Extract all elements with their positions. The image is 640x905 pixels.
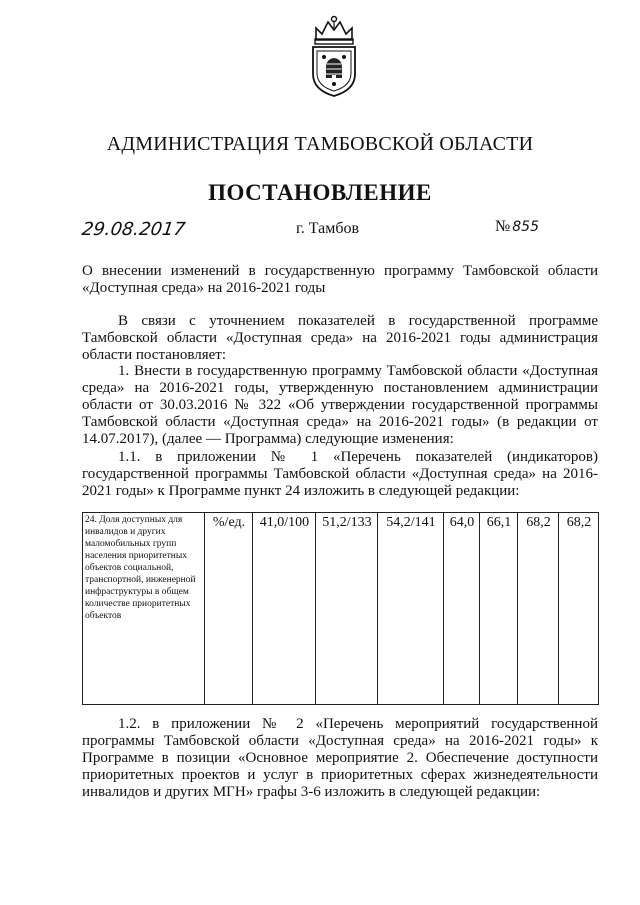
document-number — [495, 218, 539, 236]
document-date: 29.08.2017 — [80, 219, 187, 240]
item-1-1-paragraph: 1.1. в приложении № 1 «Перечень показателей (индикаторов) государственной программы Тамбовской области «Доступная среда» на 2016-2021 годы» к Программе пункт 24 изложить в следующей редакции: — [82, 449, 598, 499]
indicator-value-cell: 41,0/100 — [253, 513, 316, 705]
indicator-table — [82, 512, 599, 705]
indicator-value-cell: 51,2/133 — [316, 513, 378, 705]
number-value: 855 — [512, 219, 539, 235]
indicator-value-cell: 68,2 — [559, 513, 599, 705]
table-row — [83, 513, 599, 705]
indicator-value-cell: 54,2/141 — [378, 513, 444, 705]
indicator-value-cell: 68,2 — [518, 513, 559, 705]
indicator-value-cell: 64,0 — [444, 513, 480, 705]
tambov-coat-of-arms-icon — [302, 12, 366, 100]
number-prefix: № — [495, 218, 511, 235]
item-1-2-paragraph: 1.2. в приложении № 2 «Перечень мероприятий государственной программы Тамбовской области «Доступная среда» на 2016-2021 годы» к Программе в позиции «Основное мероприятие 2. Обеспечение доступности приоритетных проектов и услуг в приоритетных сферах жизнедеятельности инвалидов и других МГН» графы 3-6 изложить в следующей редакции: — [82, 716, 598, 800]
preamble-paragraph: В связи с уточнением показателей в государственной программе Тамбовской области «Доступная среда» на 2016-2021 годы администрация области постановляет: — [82, 313, 598, 363]
document-subject: О внесении изменений в государственную программу Тамбовской области «Доступная среда» на 2016-2021 годы — [82, 263, 598, 296]
document-city: г. Тамбов — [296, 220, 360, 237]
document-type-title: ПОСТАНОВЛЕНИЕ — [208, 180, 432, 205]
organization-name: АДМИНИСТРАЦИЯ ТАМБОВСКОЙ ОБЛАСТИ — [106, 133, 534, 155]
indicator-unit-cell: %/ед. — [205, 513, 253, 705]
item-1-paragraph: 1. Внести в государственную программу Тамбовской области «Доступная среда» на 2016-2021 годы, утвержденную постановлением администрации области от 30.03.2016 № 322 «Об утверждении государственной программы Тамбовской области «Доступная среда» на 2016-2021 годы» (в редакции от 14.07.2017), (далее — Программа) следующие изменения: — [82, 363, 598, 447]
indicator-value-cell: 66,1 — [480, 513, 518, 705]
indicator-name-cell: 24. Доля доступных для инвалидов и других маломобильных групп населения приоритетных объектов социальной, транспортной, инженерной инфраструктуры в общем количестве приоритетных объектов — [83, 513, 205, 705]
